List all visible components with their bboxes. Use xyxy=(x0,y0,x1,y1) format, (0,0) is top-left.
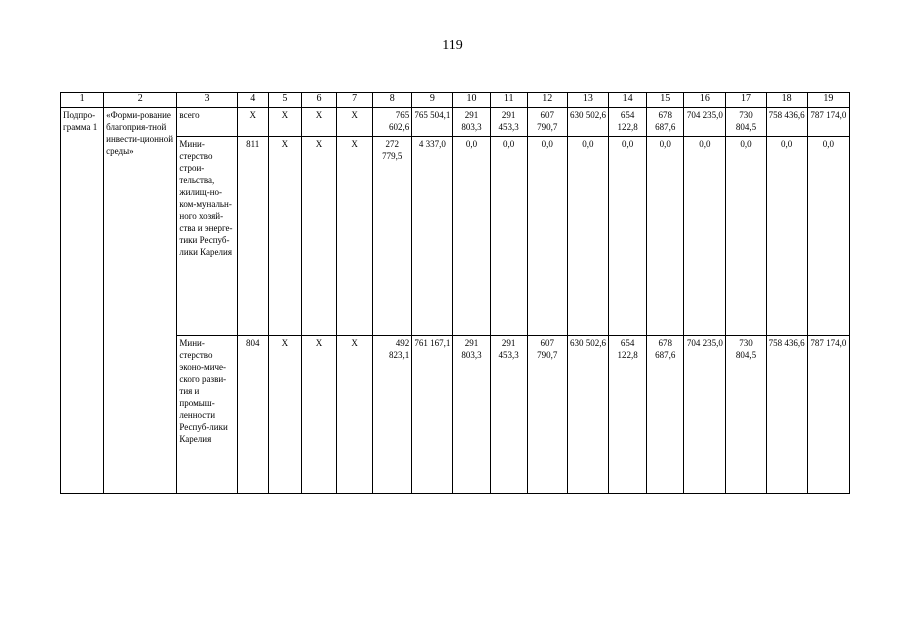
value-cell: 0,0 xyxy=(647,137,684,336)
column-header: 12 xyxy=(527,93,567,108)
column-header: 11 xyxy=(490,93,527,108)
code-cell: X xyxy=(301,137,336,336)
column-header: 8 xyxy=(373,93,412,108)
column-header: 16 xyxy=(684,93,726,108)
column-header: 2 xyxy=(104,93,177,108)
code-cell: X xyxy=(337,108,373,137)
value-cell: 0,0 xyxy=(490,137,527,336)
column-header: 1 xyxy=(61,93,104,108)
value-cell: 607 790,7 xyxy=(527,108,567,137)
value-cell: 630 502,6 xyxy=(567,108,608,137)
value-cell: 765 504,1 xyxy=(412,108,453,137)
value-cell: 678 687,6 xyxy=(647,108,684,137)
value-cell: 765 602,6 xyxy=(373,108,412,137)
program-name: «Форми-рование благоприя-тной инвести-ционной среды» xyxy=(104,108,177,494)
code-cell: X xyxy=(337,336,373,494)
value-cell: 654 122,8 xyxy=(609,336,647,494)
value-cell: 291 803,3 xyxy=(453,108,490,137)
value-cell: 0,0 xyxy=(527,137,567,336)
table-row xyxy=(61,108,850,137)
column-header: 5 xyxy=(268,93,301,108)
value-cell: 758 436,6 xyxy=(766,108,807,137)
value-cell: 0,0 xyxy=(807,137,849,336)
code-cell: X xyxy=(301,108,336,137)
budget-table xyxy=(60,92,850,494)
code-cell: X xyxy=(237,108,268,137)
executor-cell: всего xyxy=(177,108,237,137)
column-number-row xyxy=(61,93,850,108)
program-status: Подпро-грамма 1 xyxy=(61,108,104,494)
column-header: 13 xyxy=(567,93,608,108)
column-header: 3 xyxy=(177,93,237,108)
value-cell: 787 174,0 xyxy=(807,108,849,137)
code-cell: X xyxy=(268,108,301,137)
executor-cell: Мини-стерство строи-тельства, жилищ-но-ком-мунальн-ного хозяй-ства и энерге-тики Респуб-лики Карелия xyxy=(177,137,237,336)
value-cell: 607 790,7 xyxy=(527,336,567,494)
column-header: 6 xyxy=(301,93,336,108)
column-header: 10 xyxy=(453,93,490,108)
value-cell: 291 453,3 xyxy=(490,108,527,137)
code-cell: X xyxy=(268,137,301,336)
value-cell: 0,0 xyxy=(609,137,647,336)
column-header: 9 xyxy=(412,93,453,108)
value-cell: 758 436,6 xyxy=(766,336,807,494)
code-cell: 804 xyxy=(237,336,268,494)
value-cell: 0,0 xyxy=(684,137,726,336)
code-cell: 811 xyxy=(237,137,268,336)
value-cell: 730 804,5 xyxy=(726,108,766,137)
column-header: 14 xyxy=(609,93,647,108)
executor-cell: Мини-стерство эконо-миче-ского разви-тия и промыш-ленности Респуб-лики Карелия xyxy=(177,336,237,494)
value-cell: 787 174,0 xyxy=(807,336,849,494)
value-cell: 0,0 xyxy=(567,137,608,336)
value-cell: 0,0 xyxy=(726,137,766,336)
column-header: 7 xyxy=(337,93,373,108)
code-cell: X xyxy=(301,336,336,494)
value-cell: 761 167,1 xyxy=(412,336,453,494)
value-cell: 0,0 xyxy=(766,137,807,336)
value-cell: 678 687,6 xyxy=(647,336,684,494)
value-cell: 704 235,0 xyxy=(684,336,726,494)
value-cell: 654 122,8 xyxy=(609,108,647,137)
value-cell: 0,0 xyxy=(453,137,490,336)
value-cell: 492 823,1 xyxy=(373,336,412,494)
column-header: 15 xyxy=(647,93,684,108)
value-cell: 272 779,5 xyxy=(373,137,412,336)
table-row xyxy=(61,336,850,494)
value-cell: 630 502,6 xyxy=(567,336,608,494)
column-header: 19 xyxy=(807,93,849,108)
value-cell: 704 235,0 xyxy=(684,108,726,137)
value-cell: 730 804,5 xyxy=(726,336,766,494)
table-row xyxy=(61,137,850,336)
code-cell: X xyxy=(337,137,373,336)
value-cell: 291 803,3 xyxy=(453,336,490,494)
value-cell: 4 337,0 xyxy=(412,137,453,336)
column-header: 18 xyxy=(766,93,807,108)
code-cell: X xyxy=(268,336,301,494)
column-header: 17 xyxy=(726,93,766,108)
value-cell: 291 453,3 xyxy=(490,336,527,494)
column-header: 4 xyxy=(237,93,268,108)
page-number: 119 xyxy=(442,38,463,53)
